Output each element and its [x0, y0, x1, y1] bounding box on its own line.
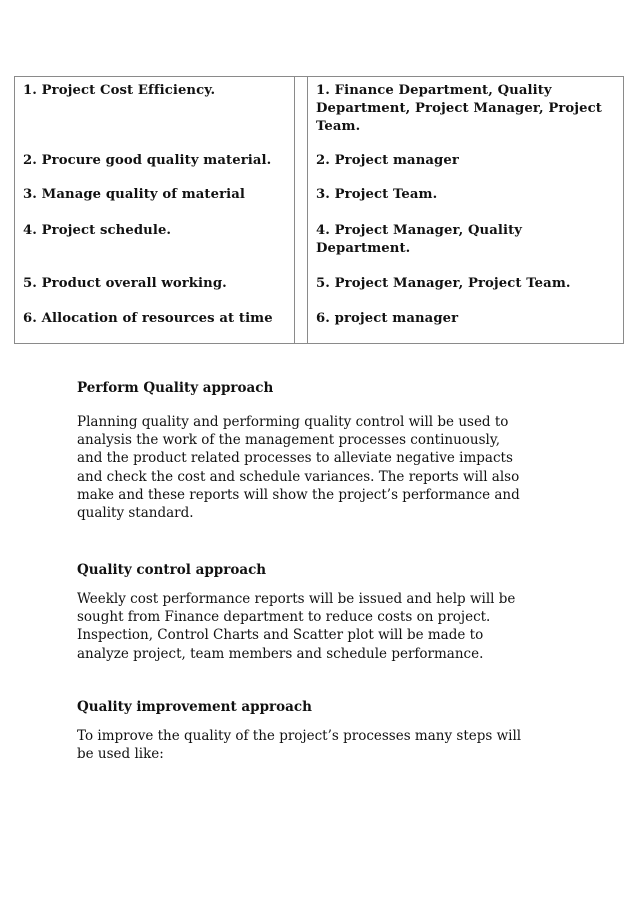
- paragraph-line: To improve the quality of the project’s processes many steps will: [77, 728, 522, 744]
- table-row-right: [316, 222, 522, 258]
- paragraph-line: and the product related processes to alleviate negative impacts: [77, 450, 513, 467]
- table-row-left: 4. Project schedule.: [23, 223, 172, 238]
- table-row-right: [316, 310, 458, 328]
- table-cell-line: 1. Finance Department, Quality: [316, 83, 552, 98]
- section-heading-perform-quality: Perform Quality approach: [77, 380, 274, 396]
- table-cell-line: Department.: [316, 241, 411, 256]
- paragraph-line: quality standard.: [77, 505, 194, 522]
- table-row-left: 5. Product overall working.: [23, 276, 227, 291]
- section-heading-quality-improvement: Quality improvement approach: [77, 699, 312, 715]
- paragraph-line: Planning quality and performing quality control will be used to: [77, 414, 509, 430]
- table-row-left: 1. Project Cost Efficiency.: [23, 83, 216, 98]
- paragraph-line: Inspection, Control Charts and Scatter plot will be made to: [77, 627, 484, 644]
- table-cell-line: 6. project manager: [316, 311, 459, 326]
- column-divider: [294, 77, 295, 343]
- table-row-right: [316, 275, 571, 293]
- table-cell-line: Team.: [316, 119, 361, 134]
- table-row-right: [316, 152, 459, 170]
- paragraph-line: and check the cost and schedule variances. The reports will also: [77, 468, 520, 485]
- paragraph-line: analyze project, team members and schedule performance.: [77, 645, 484, 662]
- table-cell-line: 2. Project manager: [316, 153, 459, 168]
- section-paragraph-quality-improvement: [77, 727, 577, 763]
- table-cell-line: 3. Project Team.: [316, 187, 438, 202]
- table-cell-line: 5. Project Manager, Project Team.: [316, 276, 571, 291]
- table-row-left: 2. Procure good quality material.: [23, 153, 272, 168]
- table-row-right: [316, 186, 437, 204]
- paragraph-line: analysis the work of the management processes continuously,: [77, 432, 500, 449]
- table-row-left: 3. Manage quality of material: [23, 187, 246, 202]
- section-paragraph-quality-control: [77, 590, 577, 663]
- paragraph-line: make and these reports will show the project’s performance and: [77, 486, 520, 503]
- column-divider: [307, 77, 308, 343]
- section-heading-quality-control: Quality control approach: [77, 562, 267, 578]
- table-cell-line: 4. Project Manager, Quality: [316, 223, 523, 238]
- paragraph-line: Weekly cost performance reports will be issued and help will be: [77, 591, 516, 607]
- section-paragraph-perform-quality: [77, 413, 577, 522]
- responsibility-table: [14, 76, 624, 344]
- table-cell-line: Department, Project Manager, Project: [316, 101, 602, 116]
- paragraph-line: sought from Finance department to reduce costs on project.: [77, 609, 491, 626]
- table-row-left: 6. Allocation of resources at time: [23, 311, 273, 326]
- paragraph-line: be used like:: [77, 746, 164, 763]
- table-row-right: [316, 82, 602, 136]
